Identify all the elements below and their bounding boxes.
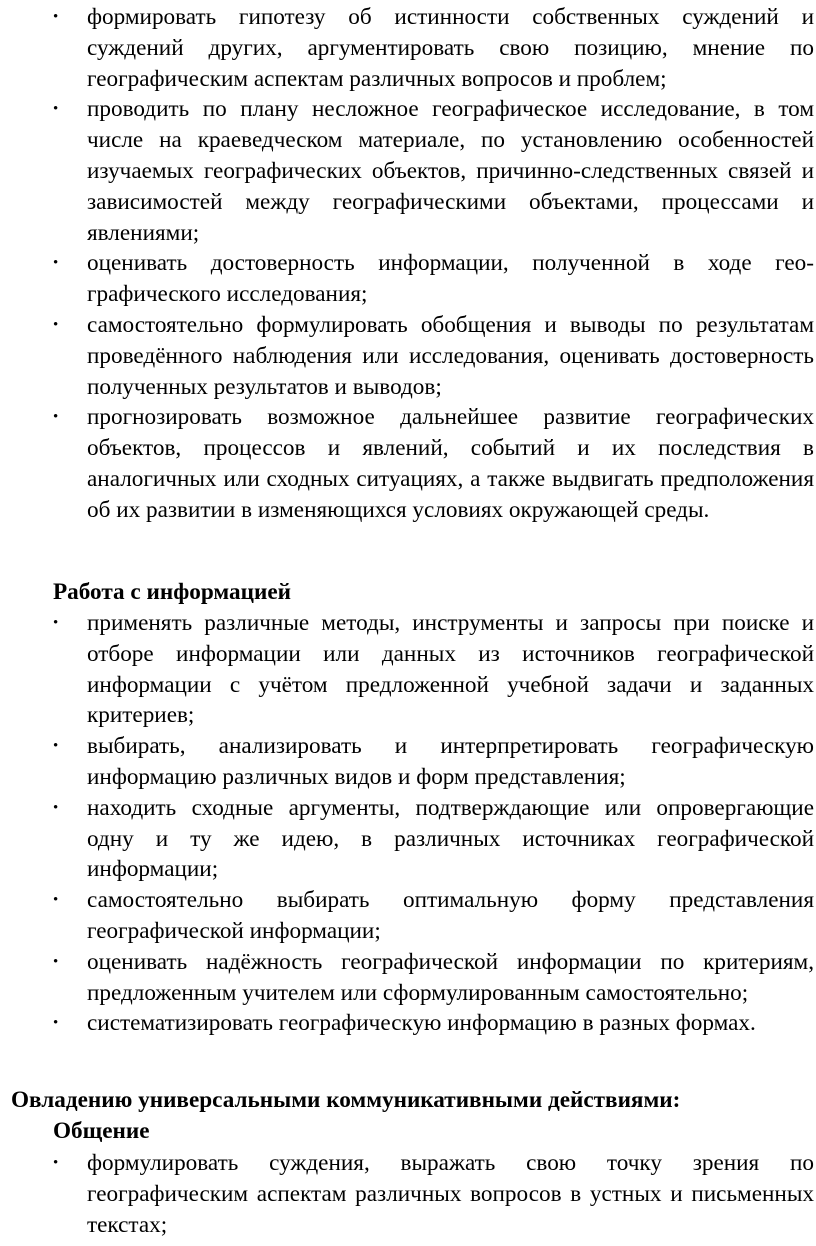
list-item-text: применять различные методы, инструменты и запросы при поиске и отборе информации или данных из источников географической информации с учётом предложенной учебной задачи и заданных критериев;	[87, 610, 814, 729]
bullet-list-communication	[0, 1148, 816, 1240]
section-heading-communicative-actions: Овладению универсальными коммуникативными действиями:	[11, 1087, 681, 1113]
bullet-icon: •	[53, 409, 59, 426]
list-item	[0, 2, 816, 94]
bullet-icon: •	[53, 9, 59, 25]
bullet-icon: •	[53, 1015, 59, 1032]
bullet-list-information	[0, 608, 816, 1039]
list-item-text: проводить по плану несложное географическое исследование, в том числе на краеведческом материале, по установлению особенностей изучаемых географических объектов, причинно-следственных связей и зависимостей между географическими объектами, процессами и явлениями;	[87, 96, 814, 246]
bullet-icon: •	[53, 1155, 59, 1171]
list-item-text: находить сходные аргументы, подтверждающие или опровергающие одну и ту же идею, в различных источниках географической информации;	[87, 794, 814, 883]
bullet-icon: •	[53, 738, 59, 755]
list-item	[0, 402, 816, 525]
subheading-communication: Общение	[53, 1118, 150, 1144]
list-item	[0, 94, 816, 248]
list-item-text: самостоятельно выбирать оптимальную форму представления географической информации;	[87, 887, 814, 944]
list-item-text: систематизировать географическую информацию в разных формах.	[87, 1010, 756, 1037]
list-item-text: формулировать суждения, выражать свою точку зрения по географическим аспектам различных вопросов в устных и письменных текстах;	[87, 1150, 814, 1238]
list-item-text: оценивать надёжность географической информации по критериям, предложенным учителем или сформулированным самостоятельно;	[87, 948, 814, 1006]
bullet-icon: •	[53, 615, 59, 631]
list-item	[0, 1008, 816, 1039]
list-item	[0, 885, 816, 947]
list-item-text: самостоятельно формулировать обобщения и выводы по результатам проведённого наблюдения или исследования, оценивать достоверность полученных результатов и выводов;	[87, 311, 814, 400]
list-item-text: оценивать достоверность информации, полученной в ходе гео-графического исследования;	[87, 250, 814, 308]
list-item	[0, 793, 816, 885]
bullet-icon: •	[53, 799, 59, 816]
list-item-text: формировать гипотезу об истинности собственных суждений и суждений других, аргументировать свою позицию, мнение по географическим аспектам различных вопросов и проблем;	[87, 4, 814, 92]
list-item	[0, 310, 816, 402]
list-item	[0, 731, 816, 793]
bullet-icon: •	[53, 255, 59, 272]
bullet-list-research	[0, 2, 816, 526]
bullet-icon: •	[53, 101, 59, 118]
list-item-text: выбирать, анализировать и интерпретировать географическую информацию различных видов и форм представления;	[87, 733, 814, 790]
bullet-icon: •	[53, 892, 59, 909]
subheading-working-with-information: Работа с информацией	[53, 579, 291, 605]
list-item	[0, 608, 816, 731]
list-item-text: прогнозировать возможное дальнейшее развитие географических объектов, процессов и явлений, событий и их последствия в аналогичных или сходных ситуациях, а также выдвигать предположения об их развитии в изменяющихся условиях окружающей среды.	[87, 404, 814, 523]
list-item	[0, 248, 816, 310]
bullet-icon: •	[53, 316, 59, 333]
list-item	[0, 1148, 816, 1240]
list-item	[0, 947, 816, 1009]
bullet-icon: •	[53, 953, 59, 970]
